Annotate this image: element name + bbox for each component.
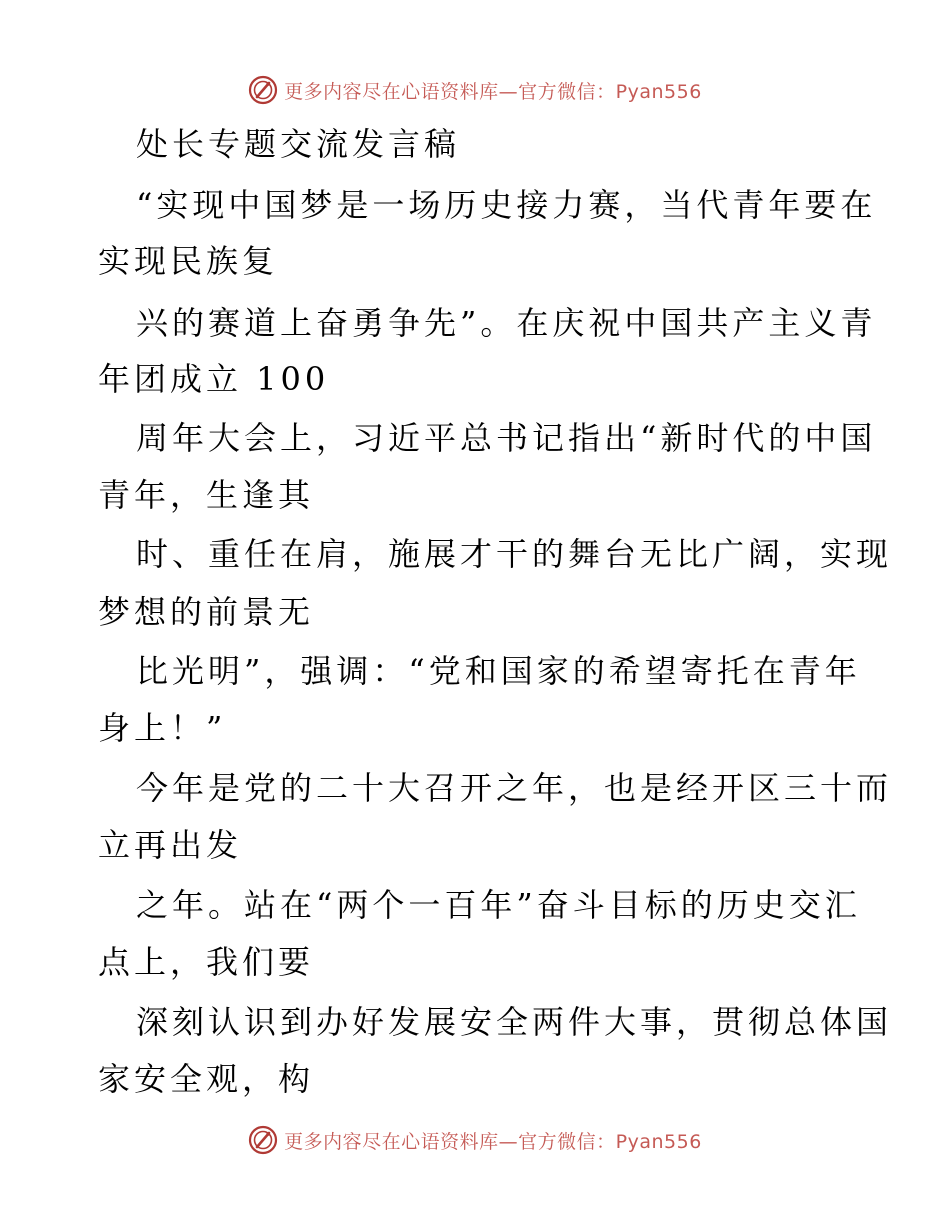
text-line: 立再出发 bbox=[98, 826, 243, 864]
page-footer bbox=[0, 1120, 950, 1160]
text-line: 点上，我们要 bbox=[98, 943, 315, 981]
logo-icon bbox=[248, 75, 278, 105]
text-line: 青年，生逢其 bbox=[98, 476, 315, 514]
text-line: 兴的赛道上奋勇争先”。在庆祝中国共产主义青 bbox=[136, 304, 877, 342]
text-line: 深刻认识到办好发展安全两件大事，贯彻总体国 bbox=[136, 1003, 893, 1041]
text-line: 年团成立 100 bbox=[98, 360, 330, 398]
text-line: 周年大会上，习近平总书记指出“新时代的中国 bbox=[136, 419, 877, 457]
page-header bbox=[0, 70, 950, 110]
text-line: 梦想的前景无 bbox=[98, 593, 315, 631]
footer-banner-text: 更多内容尽在心语资料库—官方微信：Pyan556 bbox=[284, 1130, 702, 1153]
text-line: 家安全观，构 bbox=[98, 1060, 315, 1098]
text-line: 之年。站在“两个一百年”奋斗目标的历史交汇 bbox=[136, 886, 861, 924]
text-line: “实现中国梦是一场历史接力赛，当代青年要在 bbox=[136, 186, 877, 224]
text-line: 今年是党的二十大召开之年，也是经开区三十而 bbox=[136, 769, 893, 807]
header-banner-text: 更多内容尽在心语资料库—官方微信：Pyan556 bbox=[284, 80, 702, 103]
text-line: 时、重任在肩，施展才干的舞台无比广阔，实现 bbox=[136, 535, 893, 573]
text-line: 比光明”，强调：“党和国家的希望寄托在青年 bbox=[136, 652, 861, 690]
text-line: 身上！” bbox=[98, 709, 227, 747]
document-title: 处长专题交流发言稿 bbox=[136, 125, 461, 163]
logo-icon bbox=[248, 1125, 278, 1155]
text-line: 实现民族复 bbox=[98, 242, 279, 280]
